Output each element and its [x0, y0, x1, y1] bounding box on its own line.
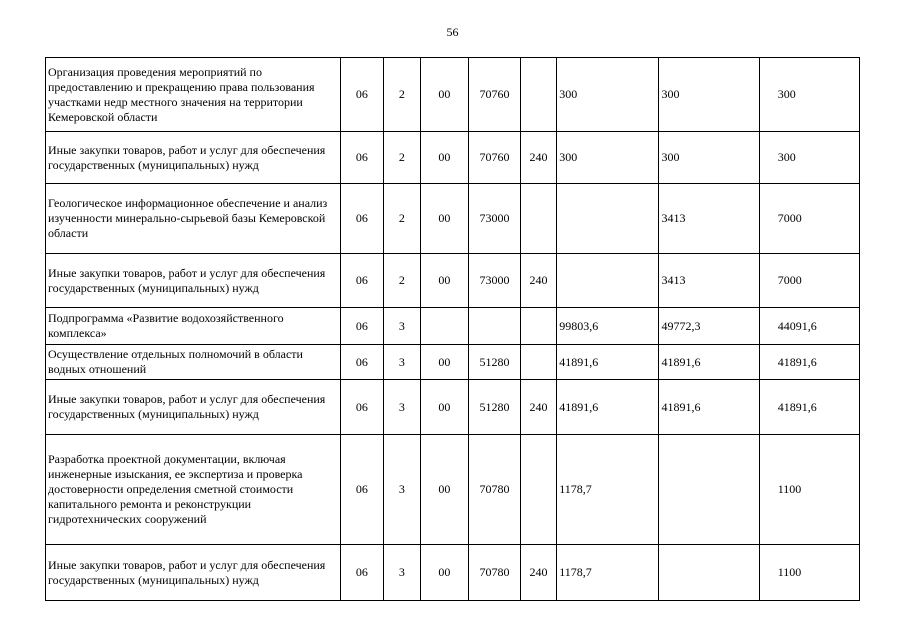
row-expense-type: 240: [520, 545, 556, 601]
row-program: 00: [420, 184, 469, 254]
row-sum-1: 41891,6: [557, 345, 659, 380]
row-expense-type: [520, 435, 556, 545]
row-sum-3: 300: [759, 132, 859, 184]
row-subsection: 2: [384, 254, 420, 308]
row-sum-1: 1178,7: [557, 545, 659, 601]
row-section: 06: [340, 254, 384, 308]
row-name: Организация проведения мероприятий по предоставлению и прекращению права пользования участками недр местного значения на территории Кемеровской области: [46, 58, 341, 132]
row-name: Разработка проектной документации, включая инженерные изыскания, ее экспертиза и проверка достоверности определения сметной стоимости капитального ремонта и реконструкции гидротехнических сооружений: [46, 435, 341, 545]
row-program: 00: [420, 58, 469, 132]
row-sum-2: 49772,3: [659, 308, 759, 345]
row-sum-1: [557, 254, 659, 308]
row-subsection: 3: [384, 380, 420, 435]
row-subsection: 2: [384, 58, 420, 132]
table-row: [46, 380, 860, 435]
table-row: [46, 308, 860, 345]
row-sum-1: 300: [557, 132, 659, 184]
row-program: 00: [420, 254, 469, 308]
row-sum-1: 99803,6: [557, 308, 659, 345]
row-name: Осуществление отдельных полномочий в области водных отношений: [46, 345, 341, 380]
row-sum-1: 1178,7: [557, 435, 659, 545]
row-program: 00: [420, 132, 469, 184]
row-expense-type: 240: [520, 380, 556, 435]
table-row: [46, 435, 860, 545]
table-row: [46, 345, 860, 380]
row-program: [420, 308, 469, 345]
row-section: 06: [340, 435, 384, 545]
row-sum-3: 1100: [759, 435, 859, 545]
row-sum-1: [557, 184, 659, 254]
row-subsection: 3: [384, 435, 420, 545]
table-row: [46, 132, 860, 184]
row-subsection: 3: [384, 345, 420, 380]
row-name: Иные закупки товаров, работ и услуг для обеспечения государственных (муниципальных) нужд: [46, 545, 341, 601]
table-row: [46, 254, 860, 308]
row-expense-type: [520, 184, 556, 254]
table-row: [46, 58, 860, 132]
row-program: 00: [420, 435, 469, 545]
row-section: 06: [340, 380, 384, 435]
row-sum-3: 7000: [759, 184, 859, 254]
row-program: 00: [420, 345, 469, 380]
row-code: 70760: [469, 132, 521, 184]
row-sum-2: 41891,6: [659, 380, 759, 435]
row-expense-type: [520, 58, 556, 132]
row-expense-type: 240: [520, 132, 556, 184]
row-expense-type: [520, 308, 556, 345]
row-subsection: 3: [384, 308, 420, 345]
row-code: 70780: [469, 435, 521, 545]
row-section: 06: [340, 308, 384, 345]
row-name: Иные закупки товаров, работ и услуг для обеспечения государственных (муниципальных) нужд: [46, 132, 341, 184]
row-section: 06: [340, 184, 384, 254]
row-expense-type: [520, 345, 556, 380]
row-sum-3: 41891,6: [759, 345, 859, 380]
budget-table: [45, 57, 860, 601]
table-row: [46, 545, 860, 601]
row-subsection: 2: [384, 184, 420, 254]
row-code: 70760: [469, 58, 521, 132]
row-name: Геологическое информационное обеспечение и анализ изученности минерально-сырьевой базы Кемеровской области: [46, 184, 341, 254]
row-sum-3: 41891,6: [759, 380, 859, 435]
row-code: 51280: [469, 345, 521, 380]
row-code: 73000: [469, 184, 521, 254]
row-sum-2: 300: [659, 58, 759, 132]
row-code: 51280: [469, 380, 521, 435]
row-sum-2: 3413: [659, 254, 759, 308]
row-sum-1: 41891,6: [557, 380, 659, 435]
row-sum-2: 3413: [659, 184, 759, 254]
row-name: Иные закупки товаров, работ и услуг для обеспечения государственных (муниципальных) нужд: [46, 380, 341, 435]
row-code: [469, 308, 521, 345]
row-section: 06: [340, 545, 384, 601]
row-sum-3: 300: [759, 58, 859, 132]
row-sum-2: [659, 435, 759, 545]
row-section: 06: [340, 58, 384, 132]
table-row: [46, 184, 860, 254]
row-sum-1: 300: [557, 58, 659, 132]
page-number: 56: [446, 25, 459, 39]
row-sum-3: 1100: [759, 545, 859, 601]
row-name: Иные закупки товаров, работ и услуг для обеспечения государственных (муниципальных) нужд: [46, 254, 341, 308]
row-subsection: 3: [384, 545, 420, 601]
row-program: 00: [420, 380, 469, 435]
row-sum-3: 44091,6: [759, 308, 859, 345]
row-program: 00: [420, 545, 469, 601]
row-subsection: 2: [384, 132, 420, 184]
row-sum-2: 41891,6: [659, 345, 759, 380]
row-code: 73000: [469, 254, 521, 308]
row-sum-2: 300: [659, 132, 759, 184]
row-section: 06: [340, 345, 384, 380]
row-code: 70780: [469, 545, 521, 601]
row-sum-2: [659, 545, 759, 601]
row-section: 06: [340, 132, 384, 184]
row-name: Подпрограмма «Развитие водохозяйственного комплекса»: [46, 308, 341, 345]
row-sum-3: 7000: [759, 254, 859, 308]
row-expense-type: 240: [520, 254, 556, 308]
